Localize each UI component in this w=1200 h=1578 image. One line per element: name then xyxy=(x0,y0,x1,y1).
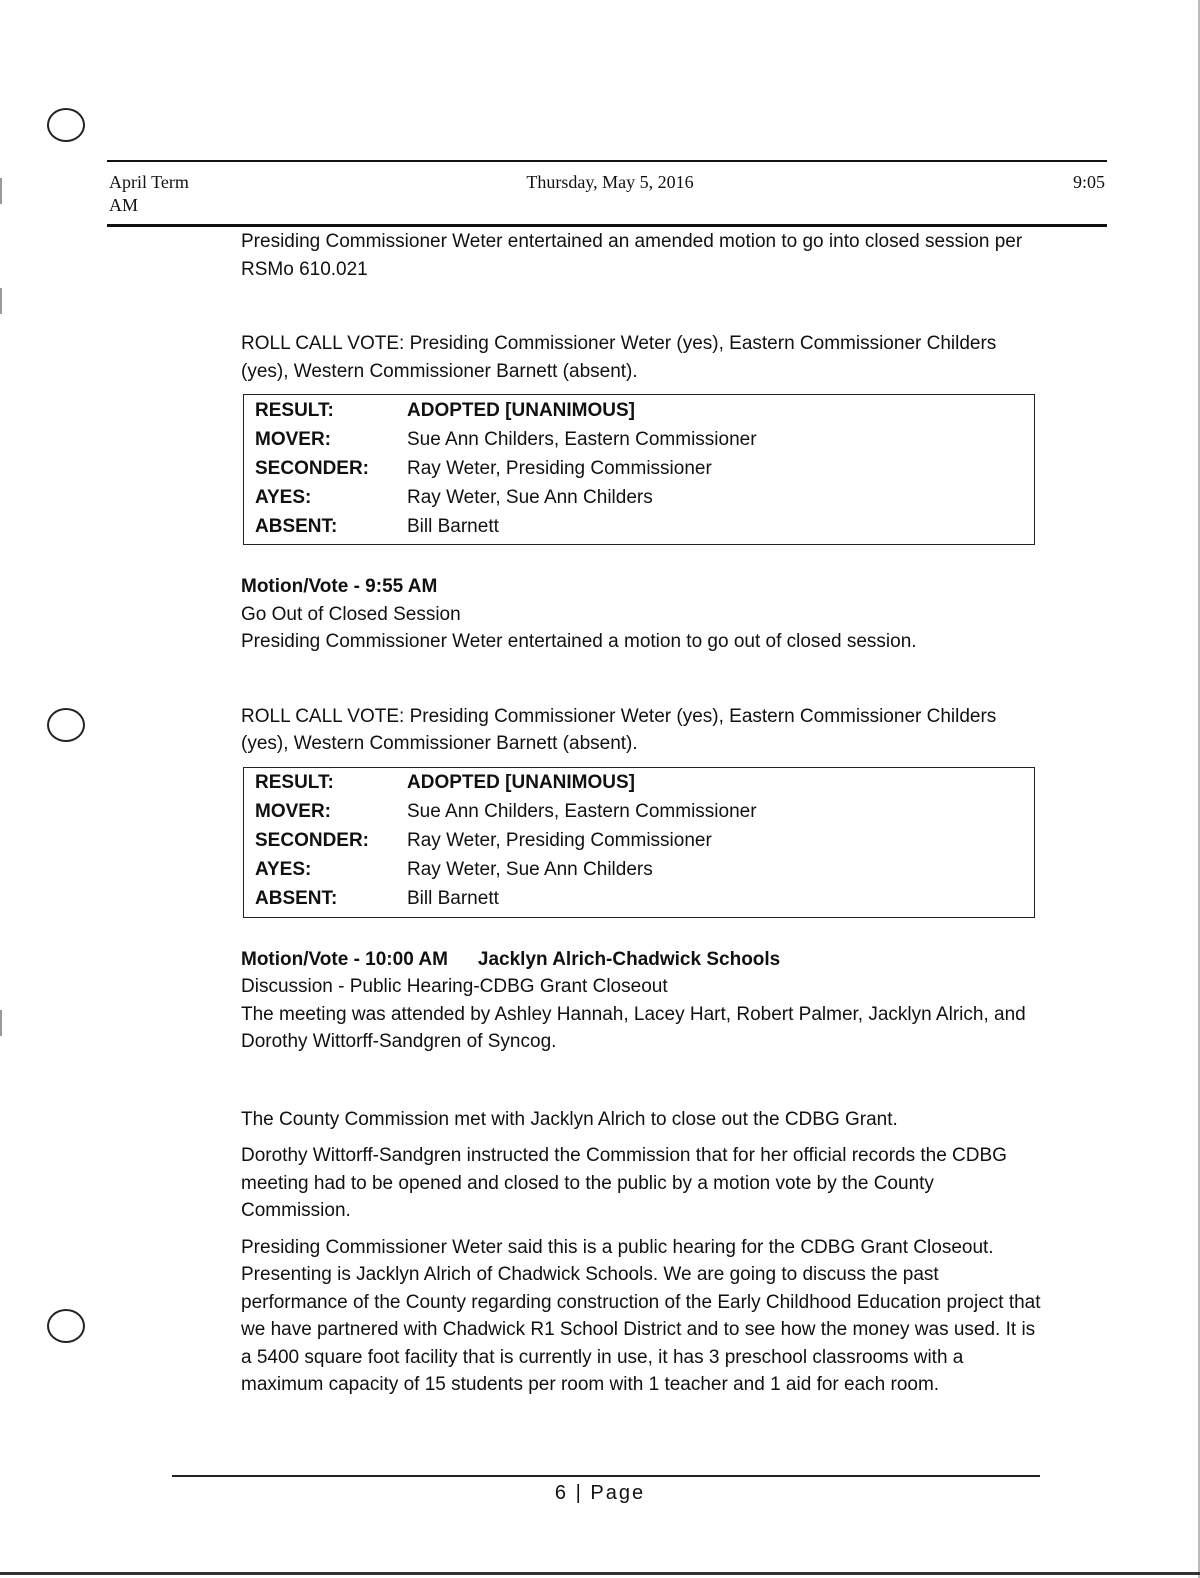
header-top-rule xyxy=(107,160,1107,162)
vote-value: Ray Weter, Presiding Commissioner xyxy=(407,830,712,851)
vote-label: RESULT: xyxy=(255,399,334,421)
hearing-paragraph: Presiding Commissioner Weter said this is a public hearing for the CDBG Grant Closeout. Presenting is Jacklyn Alrich of Chadwick Schools. We are going to discuss the past performance of the County regarding construction of the Early Childhood Education project that we have partnered with Chadwick R1 School District and to see how the money was used. It is a 5400 square foot facility that is currently in use, it has 3 preschool classrooms with a maximum capacity of 15 students per room with 1 teacher and 1 aid for each room. xyxy=(241,1236,1041,1395)
footer-rule xyxy=(172,1475,1040,1477)
vote-label: ABSENT: xyxy=(255,888,338,909)
header-term-line2: AM xyxy=(109,195,139,215)
motion-heading-topic: Jacklyn Alrich-Chadwick Schools xyxy=(477,948,781,970)
vote-label: ABSENT: xyxy=(255,515,338,537)
vote-value: ADOPTED [UNANIMOUS] xyxy=(407,772,635,793)
vote-row-seconder xyxy=(244,827,1034,856)
go-out-motion-text: Presiding Commissioner Weter entertained a motion to go out of closed session. xyxy=(241,631,917,652)
vote-row-absent xyxy=(244,885,1034,914)
punch-hole-bottom xyxy=(47,1309,85,1343)
vote-label: RESULT: xyxy=(255,772,334,793)
vote-value: ADOPTED [UNANIMOUS] xyxy=(407,399,635,421)
scan-bottom-edge xyxy=(0,1572,1200,1575)
punch-hole-top xyxy=(47,108,85,142)
page-number: 6 | Page xyxy=(554,1482,646,1504)
motion-heading-time: Motion/Vote - 10:00 AM xyxy=(241,948,448,970)
vote-value: Ray Weter, Sue Ann Childers xyxy=(407,486,653,508)
vote-row-absent xyxy=(244,512,1034,541)
scan-edge-mark xyxy=(0,288,2,314)
roll-call-vote: ROLL CALL VOTE: Presiding Commissioner Weter (yes), Eastern Commissioner Childers (yes), Western Commissioner Barnett (absent). xyxy=(241,333,997,382)
attendees-text: The meeting was attended by Ashley Hannah, Lacey Hart, Robert Palmer, Jacklyn Alrich, and Dorothy Wittorff-Sandgren of Syncog. xyxy=(241,1003,1026,1052)
vote-row-result xyxy=(244,396,1034,425)
header-term-line1: April Term xyxy=(109,172,189,192)
vote-value: Ray Weter, Sue Ann Childers xyxy=(407,859,653,880)
vote-label: SECONDER: xyxy=(255,830,370,851)
vote-label: MOVER: xyxy=(255,428,331,450)
vote-row-mover xyxy=(244,425,1034,454)
motion-subheading: Discussion - Public Hearing-CDBG Grant Closeout xyxy=(241,976,668,997)
vote-row-seconder xyxy=(244,454,1034,483)
vote-label: AYES: xyxy=(255,486,312,508)
vote-value: Bill Barnett xyxy=(407,888,499,909)
vote-value: Sue Ann Childers, Eastern Commissioner xyxy=(407,801,757,822)
motion-subheading: Go Out of Closed Session xyxy=(241,603,461,625)
vote-result-table xyxy=(243,767,1035,918)
vote-row-ayes xyxy=(244,856,1034,885)
closeout-paragraph: The County Commission met with Jacklyn Alrich to close out the CDBG Grant. xyxy=(241,1108,898,1130)
vote-label: MOVER: xyxy=(255,801,331,822)
punch-hole-middle xyxy=(47,708,85,742)
vote-row-mover xyxy=(244,798,1034,827)
motion-heading xyxy=(241,946,1041,974)
scan-edge-mark xyxy=(0,1010,2,1036)
vote-row-ayes xyxy=(244,483,1034,512)
vote-label: SECONDER: xyxy=(255,457,370,479)
vote-result-table xyxy=(243,394,1035,545)
roll-call-vote: ROLL CALL VOTE: Presiding Commissioner Weter (yes), Eastern Commissioner Childers (yes), Western Commissioner Barnett (absent). xyxy=(241,705,997,754)
records-paragraph: Dorothy Wittorff-Sandgren instructed the Commission that for her official records the CDBG meeting had to be opened and closed to the public by a motion vote by the County Commission. xyxy=(241,1145,1007,1221)
vote-value: Bill Barnett xyxy=(407,515,499,537)
closed-session-motion-text: Presiding Commissioner Weter entertained an amended motion to go into closed session per RSMo 610.021 xyxy=(241,231,1023,280)
header-bottom-rule xyxy=(107,224,1107,227)
header-date: Thursday, May 5, 2016 xyxy=(526,172,694,192)
minutes-content xyxy=(241,228,1041,1399)
vote-row-result xyxy=(244,769,1034,798)
motion-heading: Motion/Vote - 9:55 AM xyxy=(241,576,438,597)
vote-label: AYES: xyxy=(255,859,312,880)
vote-value: Ray Weter, Presiding Commissioner xyxy=(407,457,712,479)
vote-value: Sue Ann Childers, Eastern Commissioner xyxy=(407,428,757,450)
header-time: 9:05 xyxy=(1072,172,1105,192)
